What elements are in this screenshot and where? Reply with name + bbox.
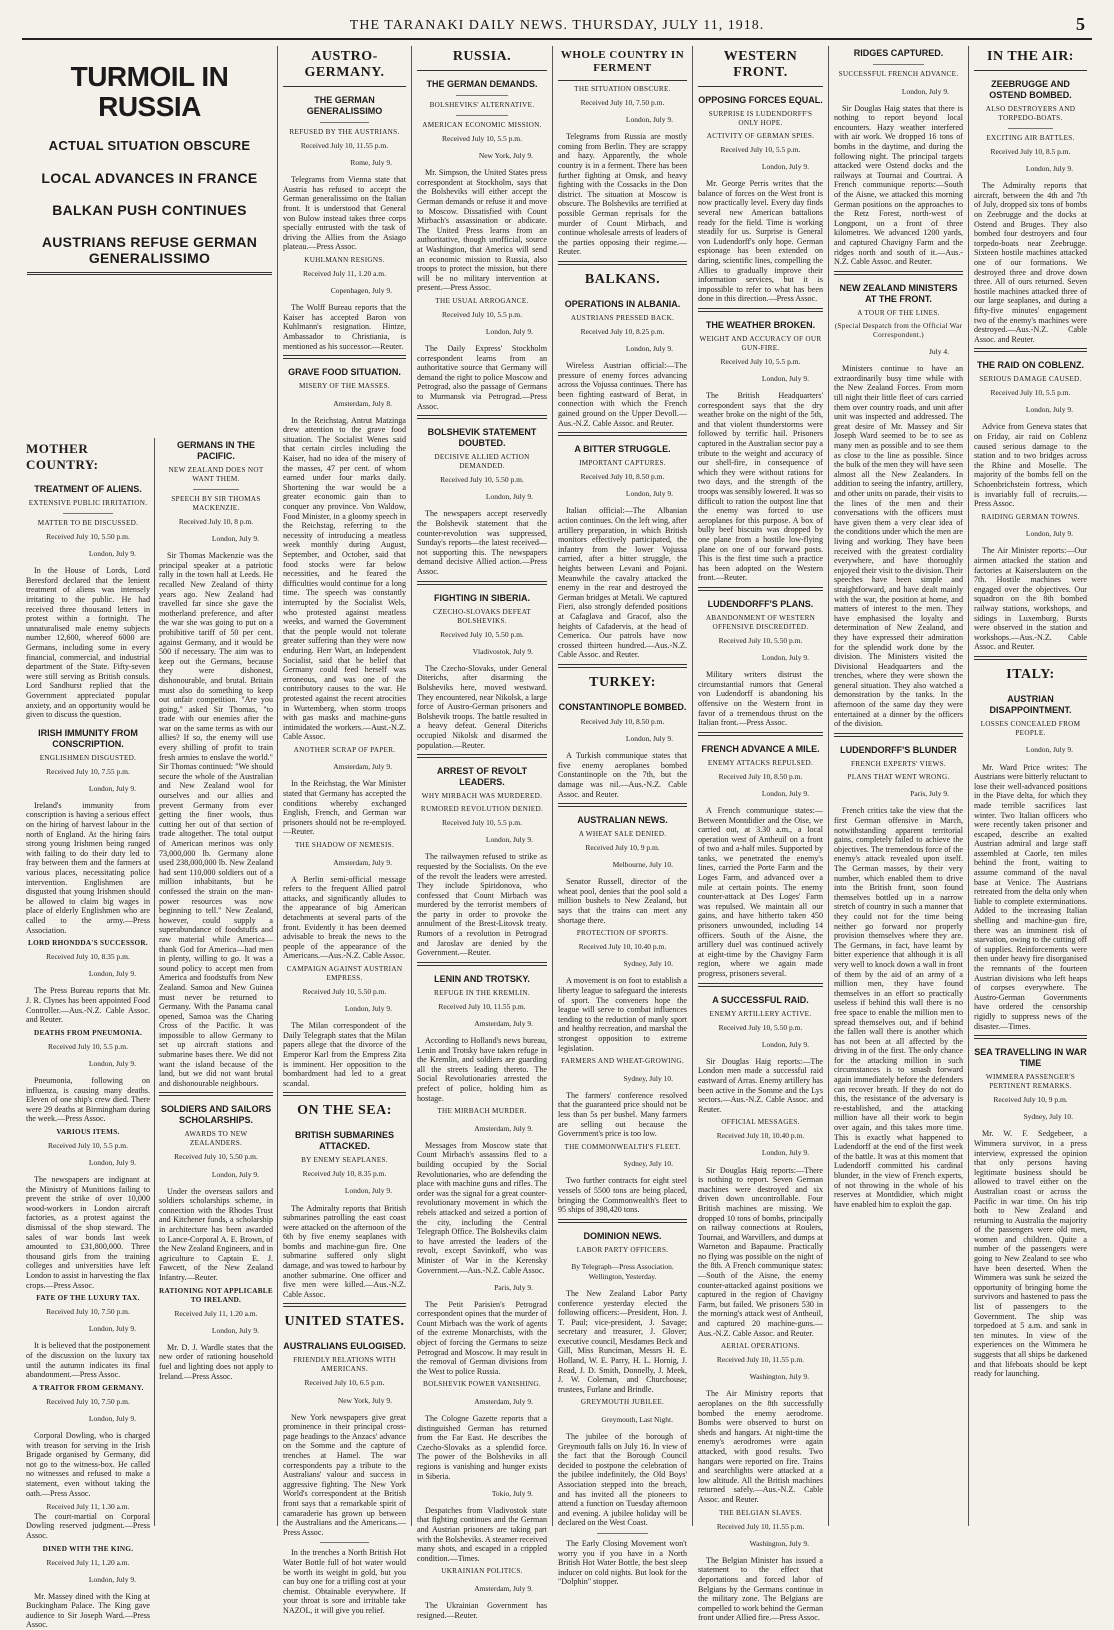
headline-king: DINED WITH THE KING. [42,1544,134,1553]
headline-pneumonia: DEATHS FROM PNEUMONIA. [33,1028,143,1037]
story-various: The newspapers are indignant at the Ministry of Munitions failing to prevent the strike of over 10,000 wood-workers in London aircraft factories, as a protest against the dismissal of the shop steward. The sales of war bonds last week amounted to £31,800,000. Three thousand girls from the training colleges and universities have left London to assist in harvesting the flax crops.—Press Assoc. [26,1175,150,1290]
dek-scrap-paper: ANOTHER SCRAP OF PAPER. [293,745,396,754]
headline-traitor: A TRAITOR FROM GERMANY. [32,1383,144,1392]
column-western-front [692,46,828,1623]
story-ukrainian: The Ukrainian Government has resigned.—Reuter. [417,1600,547,1620]
deck-4: AUSTRIANS REFUSE GERMAN GENERALISSIMO [41,234,258,266]
received-traitor-2: Received July 11, 1.30 a.m. [46,1502,130,1512]
received-irish: Received July 10, 7.55 p.m. [46,766,130,776]
story-siberia: The Czecho-Slovaks, under General Diterichs, after disarming the Bolsheviks here, moved westward. They encountered, near Nikolsk, a large force of Austro-German prisoners and Bolshevik troops. The battle resulted in a heavy defeat. General Diterichs occupied Nikolsk and disarmed the population.—Reuter. [417,663,547,750]
received-albania: Received July 10, 8.25 p.m. [580,326,665,336]
masthead-title: THE TARANAKI DAILY NEWS. THURSDAY, JULY 11, 1918. [349,18,765,33]
headline-bolshevik-doubted: BOLSHEVIK STATEMENT DOUBTED. [427,427,537,449]
headline-zeebrugge: ZEEBRUGGE AND OSTEND BOMBED. [989,79,1072,100]
dateline-arrogance: London, July 9. [485,327,533,336]
dateline-rationing: London, July 9. [211,1325,259,1335]
dateline-sports: Sydney, July 10. [623,959,673,969]
story-paris: The Petit Parisien's Petrograd correspondent opines that the murder of Count Mirbach was the work of agents of the extreme Monarchists, with the object of forcing the Germans to seize Petrograd and Moscow. It may result in the removal of German divisions from the West to police Russia. [417,1299,547,1376]
section-balkans: BALKANS. [584,271,661,287]
received-submarines: Received July 10, 8.35 p.m. [302,1169,387,1179]
story-aliens: In the House of Lords, Lord Beresford declared that the lenient treatment of aliens was intensely irritating to the public. He had received three thousand letters in protest within a fortnight. The unnaturalised male enemy subjects number 12,600, whereof 6000 are Germans, including some in every financial, commercial, and industrial department of the State. Fifty-seven were still serving as British consuls. Lord Sandhurst replied that the Government appreciated popular anxiety, and an opportunity would be given to discuss the question. [26,566,150,720]
headline-lord-rhondda: LORD RHONDDA'S SUCCESSOR. [28,939,148,948]
dateline-aerial: Washington, July 9. [749,1372,809,1382]
dateline-irish: London, July 9. [88,783,136,793]
dateline-siberia: Vladivostok, July 9. [472,646,533,656]
dek-greymouth: GREYMOUTH JUBILEE. [580,1398,665,1407]
dateline-doubted: London, July 9. [485,492,533,502]
story-pacific: Sir Thomas Mackenzie was the principal speaker at a patriotic rally in the town hall at Leeds. He recalled New Zealand of thirty years ago. New Zealand had travelled far since she gave the motherland preference, and after the war she was going to put on a prohibitive tariff of 50 per cent. against Germany, and it would be 500 if necessary. The aim was to keep out the Germans, because they were dishonest, dishonourable, and brutal. Britain must also do something to keep out unfair competition. "Are you going," asked Sir Thomas, "to trade with our enemies after the war on the same terms as with our allies? If so, the enemy will use every shilling of profit to train fresh armies to enslave the world." Sir Thomas continued: "We should secure the whole of the Australian and New Zealand wool for ourselves and our allies and prevent Germany from ever getting the finer wools, thus cutting her out of that section of trade altogether. The total output of American merinos was only 73,000,000 lb. Germany alone used 238,000,000 lb. New Zealand had sent 110,000 soldiers out of a million inhabitants, but he confessed the strain on the man-power resources was now beginning to tell." New Zealand, however, could supply a superabundance of foodstuffs and raw material while America—thank God for America—had men in plenty, willing to go. It was a sound policy to accept men from America and foodstuffs from New Zealand. Samoa and New Guinea must never be returned to Germany. With the Panama canal opened, Samoa was the Charing Cross of the Pacific. It was impossible to allow Germany to set up aircraft stations and submarine bases there. We did not want the island because of the land, but we did not want brutal and dishonourable neighbours. [159,551,273,1088]
dateline-greymouth: Greymouth, Last Night. [601,1414,673,1424]
dateline-paris: Paris, July 9. [494,1282,533,1292]
story-ferment: Telegrams from Russia are mostly coming from Berlin. They are scrappy and hazy. Apparently, the whole country is in a ferment. There has been further fighting at Omsk, and heavy fighting with the Cossacks in the Don district. The situation at Moscow is obscure. The Bolsheviks are terrified at possible German reprisals for the murder of Count Mirbach, and continue wholesale arrests of leaders of the parties opposing their regime.—Reuter. [558,132,687,257]
section-western-front: WESTERN FRONT. [723,49,798,80]
dateline-traitor: London, July 9. [88,1413,136,1423]
story-nemesis: A Berlin semi-official message refers to the frequent Allied patrol attacks, and significantly alludes to the appearance of big American detachments at several parts of the front. Evidently it has been deemed advisable to break the news to the people of the appearance of the Americans.—Aus.-N.Z. Cable Assoc. [283,874,406,961]
received-spies: Received July 10, 5.5 p.m. [720,145,801,154]
story-pneumonia: Pneumonia, following on influenza, is causing many deaths. Eleven of one ship's crew died. There were 29 deaths at Birmingham during the week.—Press Assoc. [26,1075,150,1124]
advertisement-hot-water-bottle: In the trenches a North British Hot Water Bottle full of hot water would be worth its weight in gold, but you can buy one for a trifling cost at your chemist. Obtainable everywhere. If your throat is sore and irritable take NAZOL, it will give you relief. [283,1548,406,1615]
story-wimmera: Mr. W. F. Sedgebeer, a Wimmera survivor, in a press interview, expressed the opinion that only persons having legitimate business should be allowed to travel either on the Australian coast or across the Pacific in war time. On his trip both to New Zealand and returning to Australia the majority of the passengers were old men, women and children. Quite a number of the passengers were going to New Zealand to see who have been deserted. When the Wimmera was sunk he seized the opportunity of bringing home the survivors and hastened to pass the list of passengers to the Government. The ship was torpedoed at 5 a.m. and sank in ten minutes. In view of the experiences on the Wimmera he suggests that all ships be darkened and that lifeboats should be kept ready for launching. [974,1129,1087,1379]
headline-raid: A SUCCESSFUL RAID. [712,994,809,1005]
headline-food: GRAVE FOOD SITUATION. [288,367,401,378]
dek-spies: ACTIVITY OF GERMAN SPIES. [706,132,815,140]
dateline-pneumonia: London, July 9. [88,1058,136,1068]
story-greymouth: The jubilee of the borough of Greymouth falls on July 16. In view of the fact that the Borough Council decided to postpone the celebration of the jubilee indefinitely, the Old Boys' Association stepped into the breach, and has invited all the pioneers to attend a function on Tuesday afternoon and evening. A jubilee holiday will be declared on the West Coast. [558,1432,687,1528]
dateline-raiding: London, July 9. [1025,529,1073,539]
dek-obscure: THE SITUATION OBSCURE. [574,85,671,93]
headline-austrian-disappointment: AUSTRIAN DISAPPOINTMENT. [989,693,1072,715]
received-kremlin: Received July 10, 11.55 p.m. [438,1001,526,1011]
section-turkey: TURKEY: [589,674,656,690]
story-mirbach: Messages from Moscow state that Count Mirbach's assassins fled to a building occupied by the Social Revolutionaries, who are defending the place with machine guns and rifles. The order was the signal for a great counter-revolutionary movement in which the rebels attacked and seized a portion of the city, including the Central Telegraph Office. The Bolsheviks claim to have arrested the leaders of the revolt, except Savinkoff, who was Minister of War in the Kerensky Government.—Aus.-N.Z. Cable Assoc. [417,1140,547,1275]
received-zeebrugge: Received July 10, 8.5 p.m. [990,147,1071,156]
story-sports: A movement is on foot to establish a liberty league to safeguard the interests of sport. The conveners hope the league will serve to combat influences tending to the reduction of manly sport and healthy recreation, and marshal the strongest opposition to extreme legislation. [558,976,687,1053]
dateline-coblenz: London, July 9. [1025,405,1073,415]
dek-wimmera: WIMMERA PASSENGER'S PERTINENT REMARKS. [985,1073,1076,1091]
headline-various: VARIOUS ITEMS. [56,1127,120,1136]
headline-rationing: RATIONING NOT APPLICABLE TO IRELAND. [159,1286,273,1304]
headline-submarines: BRITISH SUBMARINES ATTACKED. [294,1130,394,1152]
section-on-the-sea: ON THE SEA: [297,1103,392,1119]
dek-nemesis: THE SHADOW OF NEMESIS. [294,841,395,850]
lead-divider [27,272,272,275]
story-raiding: The Air Minister reports:—Our airmen attacked the station and factories at Kaiserslautern on the 7th. Hostile machines were engaged over the objectives. Our squadron on the 8th bombed railway stations, workshops, and sidings in Luxemburg. Bursts were observed in the station and workshops.—Aus.-N.Z. Cable Assoc. and Reuter. [974,546,1087,652]
dek-kremlin: REFUGE IN THE KREMLIN. [434,988,530,997]
dek-empress: CAMPAIGN AGAINST AUSTRIAN EMPRESS. [286,964,403,982]
received-mission: Received July 10, 5.5 p.m. [442,134,522,143]
dek-ukrainian: UKRAINIAN POLITICS. [441,1567,523,1576]
dek-experts: FRENCH EXPERTS' VIEWS. [851,759,946,768]
dek-labor: LABOR PARTY OFFICERS. [576,1245,669,1254]
story-struggle: Italian official:—The Albanian action continues. On the left wing, after artillery preparation, in which British monitors effectively participated, the infantry from the lower Vojussa carried, after a bitter struggle, the heights between Levani and Pojani. Meanwhile the cavalry attacked the enemy in the rear and destroyed the German bridges at Metali. We captured Fieri, also strongly defended positions at Cafaglava and Gracof, also the heights of Cafadervis, at the head of Cemerica. Our patrols have now crossed thirteen hundred.—Aus.-N.Z. Cable Assoc. and Reuter. [558,506,687,660]
dateline-kremlin: Amsterdam, July 9. [474,1018,533,1028]
headline-irish: IRISH IMMUNITY FROM CONSCRIPTION. [38,727,138,749]
story-coblenz: Advice from Geneva states that on Friday, air raid on Coblenz caused serious damage to the station and to two bridges across the Rhine and Moselle. The majority of the bombs fell on the Schoenbrichstein fortress, which is invariably full of recruits.—Press Assoc. [974,422,1087,509]
story-mission: Mr. Simpson, the United States press correspondent at Stockholm, says that the Bolsheviks will either accept the German demands or refuse it and move to Moscow. Dissatisfied with Count Mirbach's assassination or abdicate. The United Press learns from an authoritative, though unofficial, source at Washington, that America will send an economic mission to Russia, also troops to protect the mission, but there will be no military intervention at present.—Press Assoc. [417,168,547,293]
story-official: Sir Douglas Haig reports:—There is nothing to report. Seven German machines were destroyed and six driven down uncontrollable. Four British machines are missing. We dropped 10 tons of bombs, principally on railway connections at Roulers, Tournai, and Warvillers, and dumps at Warneton and Bapaume. Practically no flying was possible on the night of the 8th. A French communique states:—South of the Aisne, the enemy counter-attacked against positions we captured in the region of Chavigny Farm, but failed. We prisoners 530 in the morning's attack west of Antheuil, and captured 20 machine-guns.—Aus.-N.Z. Cable Assoc. and Reuter. [698,1165,823,1338]
story-soldiers: Under the overseas sailors and soldiers scholarships scheme, in connection with the Rhodes Trust and Kitchener funds, a scholarship in architecture has been awarded to Lance-Corporal A. E. Brown, of the New Zealand Engineers, and in agriculture to Captain E. J. Fawcett, of the New Zealand Infantry.—Reuter. [159,1186,273,1282]
dateline-ridges: London, July 9. [901,86,949,96]
story-zeebrugge: The Admiralty reports that aircraft, between the 4th and 7th of July, dropped six tons of bombs on Zeebrugge and the docks at Ostend and Bruges. They also bombed four destroyers and four torpedo-boats near Zeebrugge. Sixteen hostile machines attacked one of our formations. We destroyed three and drove down three. All of ours returned. Seven hostile machines attacked three of our large seaplanes, and during a fifty-five minutes' engagement two of the enemy's machines were destroyed.—Aus.-N.Z. Cable Assoc. and Reuter. [974,181,1087,344]
dek-raiding: RAIDING GERMAN TOWNS. [981,512,1080,521]
page-number: 5 [1076,14,1086,34]
dek-decisive: DECISIVE ALLIED ACTION DEMANDED. [434,453,530,471]
story-us: New York newspapers give great prominence in their principal cross-page headings to the Anzacs' advance on the Somme and the capture of trenches at Hamel. The war correspondents pay a tribute to the Australians' valour and success in aggressive fighting. The New York World's correspondent at the British front says that a remarkable spirit of camaraderie has grown up between the Australians and the Americans.—Press Assoc. [283,1412,406,1537]
dek-irish: ENGLISHMEN DISGUSTED. [39,753,137,762]
story-luxury-tax: It is believed that the postponement of the discussion on the luxury tax until the autumn indicates its final abandonment.—Press Assoc. [26,1341,150,1380]
received-aerial: Received July 10, 11.55 p.m. [716,1355,805,1365]
dek-gunfire: WEIGHT AND ACCURACY OF OUR GUN-FIRE. [699,334,822,352]
received-generalissimo: Received July 10, 11.55 p.m. [300,141,389,150]
dek-misery: MISERY OF THE MASSES. [299,382,390,391]
dek-soldiers: AWARDS TO NEW ZEALANDERS. [184,1130,248,1148]
dateline-pacific: London, July 9. [211,534,259,544]
dateline-revolt: London, July 9. [485,835,533,845]
sub-column-pacific [154,438,277,1526]
dateline-struggle: London, July 9. [625,489,673,499]
dek-mirbach-murder: THE MIRBACH MURDER. [437,1107,527,1116]
dateline-ukrainian: Amsterdam, July 9. [474,1583,533,1593]
headline-constantinople: CONSTANTINOPLE BOMBED. [558,701,687,712]
received-rationing: Received July 11, 1.20 a.m. [174,1308,258,1318]
dek-refused: REFUSED BY THE AUSTRIANS. [289,128,400,136]
section-in-the-air: IN THE AIR: [987,49,1074,64]
dateline-spies: London, July 9. [761,162,809,172]
dateline-scrap-paper: Amsterdam, July 9. [333,762,392,772]
dek-successful-french: SUCCESSFUL FRENCH ADVANCE. [838,70,959,78]
headline-forces-equal: OPPOSING FORCES EQUAL. [698,95,823,105]
headline-australian-news: AUSTRALIAN NEWS. [577,815,668,826]
story-ridges: Sir Douglas Haig states that there is nothing to report beyond local encounters. Hazy weather interfered with air work. We dropped 16 tons of bombs in the daytime, and during the following night. The principal targets attacked were Ostend docks and the railways at Tournai and Courtrai. A French communique reports:—South of the Aisne, we attacked this morning German positions on the approaches to the Retz Forest, north-west of Longpont, on a front of three kilometres. We advanced 1200 yards, and captured Chavigny Farm and the ridges north and south of it.—Aus.-N.Z. Cable Assoc. and Reuter. [834,103,963,267]
dek-alternative: BOLSHEVIKS' ALTERNATIVE. [429,101,535,109]
received-official: Received July 10, 10.40 p.m. [716,1131,805,1141]
story-spies: Mr. George Perris writes that the balance of forces on the West front is now practically level. Every day finds several new American battalions ready for the field. Time is working steadily for us. Surprise is General von Ludendorff's only hope. German espionage has been extended on daring, scientific lines, compelling the Allies to gradually improve their information services, but it is impossible to refer to what has been done in this direction.—Press Assoc. [698,179,823,304]
section-austro-germany: AUSTRO-GERMANY. [304,49,385,80]
dateline-weather: London, July 9. [761,374,809,383]
dek-pacific-2: SPEECH BY SIR THOMAS MACKENZIE. [171,495,261,512]
received-pacific: Received July 10, 8 p.m. [178,517,254,526]
dek-aliens-2: MATTER TO BE DISCUSSED. [37,519,139,527]
story-ludendorff: Military writers distrust the circumstantial rumors that General von Ludendorff is abandoning his offensive on the Western front in favor of a tremendous thrust on the Italian front.—Press Assoc. [698,670,823,728]
headline-french-advance: FRENCH ADVANCE A MILE. [701,743,820,754]
dateline-aliens: London, July 9. [88,549,136,559]
headline-aliens: TREATMENT OF ALIENS. [34,484,142,494]
dateline-zeebrugge: London, July 9. [1025,164,1073,174]
deck-2: LOCAL ADVANCES IN FRANCE [41,170,258,186]
headline-german-demands: THE GERMAN DEMANDS. [426,79,538,89]
dateline-mission: New York, July 9. [478,151,533,161]
dek-relations: FRIENDLY RELATIONS WITH AMERICANS. [293,1356,396,1374]
story-empress: The Milan correspondent of the Daily Telegraph states that the Milan papers allege that the divorce of the Emperor Karl from the Empress Zita is imminent. Her opposition to the bombardment had led to a great scandal. [283,1021,406,1088]
story-submarines: The Admiralty reports that British submarines patrolling the east coast were attacked on the afternoon of the 6th by five enemy seaplanes with bombs and machine-gun fire. One submarine suffered only slight damage, and was towed to harbour by another submarine. One officer and five men were killed.—Aus.-N.Z. Cable Assoc. [283,1203,406,1299]
headline-revolt-leaders: ARREST OF REVOLT LEADERS. [436,766,528,788]
deck-1: ACTUAL SITUATION OBSCURE [48,138,251,153]
headline-sea-travelling: SEA TRAVELLING IN WAR TIME [974,1047,1087,1069]
column-in-the-air [968,46,1092,1526]
headline-nz-ministers: NEW ZEALAND MINISTERS AT THE FRONT. [839,282,958,304]
dateline-wimmera: Sydney, July 10. [1023,1112,1073,1122]
received-weather: Received July 10, 5.5 p.m. [720,356,801,366]
story-disappointment: Mr. Ward Price writes: The Austrians were bitterly reluctant to lose their well-advanced positions in the Piave delta, for which they made terrible sacrifices last winter. Two Italian officers who were recently taken prisoner and escaped, describe an exalted Austrian admiral and large staff assembled at Caorle, ten miles behind the front, waiting to assume command of the naval base at Venice. The Austrians retreated from the delta only when liable to complete exterminations. Added to the increasing Italian shelling and machine-gun fire, there was an imminent risk of starvation, owing to the cutting off of supplies. Reinforcements were then under heavy fire disorganised the remnants of the fourteen Austrian divisions who left heaps of corpses everywhere. The Austro-German Governments have ordered the censorship rigidly to suppress news of the disaster.—Times. [974,762,1087,1031]
dek-losses: LOSSES CONCEALED FROM PEOPLE. [980,719,1081,737]
headline-lenin-trotsky: LENIN AND TROTSKY. [434,973,530,984]
dek-economic-mission: AMERICAN ECONOMIC MISSION. [422,121,542,129]
dek-air-battles: EXCITING AIR BATTLES. [986,134,1075,142]
received-wheat: Received July 10, 9 p.m. [585,843,660,853]
dek-plans: PLANS THAT WENT WRONG. [847,772,950,781]
dek-abandonment: ABANDONMENT OF WESTERN OFFENSIVE DISCREDITED. [705,613,816,631]
dateline-labor: By Telegraph—Press Association. Wellington, Yesterday. [571,1262,674,1281]
column-russia [411,46,552,1620]
received-french-advance: Received July 10, 8.50 p.m. [718,771,803,781]
dateline-blunder: Paris, July 9. [910,789,949,799]
dek-belgian: THE BELGIAN SLAVES. [719,1508,802,1517]
column-ferment [552,46,692,1587]
dateline-kuhlmann: Copenhagen, July 9. [330,286,392,296]
story-aerial: The Air Ministry reports that aeroplanes on the 8th successfully bombed the enemy aerodrome. Bombs were observed to burst on sheds and hangars. At night-time the enemy's aerodromes were again attacked, with good results. Two hangars were reported on fire. Trains and searchlights were attacked at a low altitude. All the British machines returned safely.—Aus.-N.Z. Cable Assoc. and Reuter. [698,1389,823,1504]
received-soldiers: Received July 10, 5.50 p.m. [174,1152,258,1162]
dek-surprise: SURPRISE IS LUDENDORFF'S ONLY HOPE. [708,110,813,127]
received-ferment: Received July 10, 7.50 p.m. [580,98,665,107]
dek-rumored: RUMORED REVOLUTION DENIED. [420,805,544,814]
dek-aerial: AERIAL OPERATIONS. [720,1342,800,1351]
dateline-disappointment: London, July 9. [1025,745,1073,755]
dek-destroyers: ALSO DESTROYERS AND TORPEDO-BOATS. [985,105,1076,122]
dateline-king: London, July 9. [88,1574,136,1584]
received-coblenz: Received July 10, 5.5 p.m. [990,388,1071,398]
received-various: Received July 10, 5.5 p.m. [48,1140,128,1150]
headline-australians: AUSTRALIANS EULOGISED. [283,1341,406,1352]
story-raid: Sir Douglas Haig reports:—The London men made a successful raid eastward of Arras. Enemy artillery has been active in the Somme and the Lys sectors.—Aus.-N.Z. Cable Assoc. and Reuter. [698,1056,823,1114]
dateline-mirbach: Amsterdam, July 9. [474,1123,533,1133]
dateline-soldiers: London, July 9. [211,1169,259,1179]
received-constantinople: Received July 10, 8.50 p.m. [580,716,665,726]
story-arrogance: The Daily Express' Stockholm correspondent learns from an authoritative source that Germany will demand the right to police Moscow and Petrograd, also the passage of Germans to Murmansk via Petrograd.—Press Assoc. [417,344,547,411]
dek-repulsed: ENEMY ATTACKS REPULSED. [707,758,814,767]
story-rationing: Mr. D. J. Wardle states that the new order of rationing household fuel and lighting does not apply to Ireland.—Press Assoc. [159,1342,273,1381]
story-fleet: Two further contracts for eight steel vessels of 5500 tons are being placed, bringing the Commonwealth's fleet to 95 ships of 398,420 tons. [558,1176,687,1215]
story-constantinople: A Turkish communique states that five enemy aeroplanes bombed Constantinople on the 7th, but the damage was nil.—Aus.-N.Z. Cable Assoc. and Reuter. [558,751,687,799]
story-labor: The New Zealand Labor Party conference yesterday elected the following officers:—President, Hon. J. T. Paul; vice-president, J. Savage; secretary and treasurer, J. Glover; executive council, Mesdames Beck and Gill, Miss Runciman, Messrs H. E. Holland, W. E. Parry, H. L. Hornig, J. Read, J. D. Smith, Donnelly, J. Meek, J. W. Coleman, and Churchouse; trustees, Furlane and Brindle. [558,1288,687,1394]
received-wimmera: Received July 10, 9 p.m. [993,1095,1068,1105]
story-food: In the Reichstag, Antrut Matzinga drew attention to the grave food situation. The Socialist Wenes said that certain circles including the Kaiser, had no idea of the misery of the masses, 47 per cent. of whom earned under four marks daily. Shortening the war would be a greater economic gain than to conquer any province. Von Waldow, Food Minister, in a gloomy speech in the Reichstag, referring to the necessity of introducing a meatless week monthly during August, September, and October, said that food stocks were far below necessities, and he feared the difficulties would continue for a long time. The speech was constantly interrupted by the Socialist Wels, who protested against meatless weeks, and warned the Government that the people would not tolerate greater suffering than they were now enduring. Herr Wart, an Independent Socialist, said that he belief that Germany could feed herself was erroneous, and was one of the contributory causes to the war. He protested against the recent atrocities in Wurtemberg, when storm troops with gas masks and machine-guns intimidated the workers.—Aust.-N.Z. Cable Assoc. [283,415,406,742]
dateline-empress: London, July 9. [344,1004,392,1014]
headline-siberia: FIGHTING IN SIBERIA. [433,592,530,603]
deck-3: BALKAN PUSH CONTINUES [52,202,247,218]
story-generalissimo: Telegrams from Vienna state that Austria has refused to accept the German generalissimo on the Italian front. It is understood that General von Bulow instead takes three corps specially entrusted with the task of driving the Allies from the Asiago plateau.—Press Assoc. [283,175,406,252]
headline-soldiers: SOLDIERS AND SAILORS SCHOLARSHIPS. [160,1104,272,1126]
lead-column [22,46,277,1630]
headline-weather: THE WEATHER BROKEN. [705,319,816,330]
received-ludendorff: Received July 10, 5.50 p.m. [718,635,803,645]
dateline-farmers: Sydney, July 10. [623,1073,673,1083]
dateline-submarines: London, July 9. [344,1186,392,1196]
dateline-wheat: Melbourne, July 10. [612,860,673,870]
story-weather: The British Headquarters' correspondent says that the dry weather broke on the night of the 5th, and that violent thunderstorms were followed by terrific hail. Prisoners captured in the Australian sector pay a tribute to the weight and accuracy of our shell-fire, in consequence of which they were without rations for two days, and the strength of the troops was sensibly lowered. It was so difficult to ration the outpost line that the enemy was forced to use aeroplanes for this purpose. A box of bully beef biscuits was dropped by one plane from a hostile low-flying plane on one of our forward posts. This is the first time such a practice has been adopted on the Western front.—Reuter. [698,391,823,583]
dek-pacific: NEW ZEALAND DOES NOT WANT THEM. [168,466,264,483]
headline-bitter-struggle: A BITTER STRUGGLE. [574,444,671,455]
main-headline: TURMOIL IN RUSSIA [70,61,229,122]
headline-generalissimo: THE GERMAN GENERALISSIMO [306,95,383,116]
sub-column-mother-country [22,438,154,1630]
dateline-fleet: Sydney, July 10. [623,1159,673,1169]
received-sports: Received July 10, 10.40 p.m. [578,942,667,952]
advertisement-early-closing: The Early Closing Movement won't worry you if you have in a North British Hot Water Bottle, the best sleep inducer on cold nights. But look for the "Dolphin" stopper. [558,1538,687,1587]
dateline-generalissimo: Rome, July 9. [350,158,392,168]
dateline-ferment: London, July 9. [625,115,673,125]
received-king: Received July 11, 1.20 a.m. [46,1557,130,1567]
dek-farmers: FARMERS AND WHEAT-GROWING. [561,1057,684,1066]
received-revolt: Received July 10, 5.5 p.m. [442,818,522,828]
dek-special: (Special Despatch from the Official War Correspondent.) [834,321,963,339]
dek-tour: A TOUR OF THE LINES. [857,308,940,317]
masthead [22,14,1092,40]
story-doubted: The newspapers accept reservedly the Bolshevik statement that the counter-revolution was suppressed, Sunday's reports—the latest received—not supporting this. The newspapers demand decisive Allied action.—Press Assoc. [417,509,547,576]
dateline-various: London, July 9. [88,1158,136,1167]
dateline-lord-rhondda: London, July 9. [88,969,136,979]
headline-pacific: GERMANS IN THE PACIFIC. [176,440,255,461]
headline-ridges: RIDGES CAPTURED. [853,48,944,58]
story-kremlin: According to Holland's news bureau, Lenin and Trotsky have taken refuge in the Kremlin, and soldiers are guarding all the streets leading thereto. The Social Revolutionaries arrested the prefect of police, holding him as hostage. [417,1036,547,1103]
received-us: Received July 10, 6.5 p.m. [304,1378,385,1388]
headline-coblenz: THE RAID ON COBLENZ. [977,360,1084,371]
dateline-nemesis: Amsterdam, July 9. [333,857,392,867]
headline-dominion: DOMINION NEWS. [583,1230,662,1241]
story-ministers: Ministers continue to have an extraordinarily busy time while with the New Zealand Forces. From morn till night their little fleet of cars carried them over country roads, and unit after unit was inspected and addressed. The great desire of Mr. Massey and Sir Joseph Ward seemed to be to see as many men as possible and to see them as close to the line as possible. Since the bulk of the men they will have seen almost all the New Zealanders. In addition to seeing the infantry, artillery, and other units on parade, their visits to the lines of the men and their conversations with the officers must have given them a very clear idea of the conditions under which the men are living and working. They have been received with the greatest cordiality everywhere, and have thoroughly enjoyed their visit to the division. Their speeches have been simple and straightforward, and have dealt mainly with the war, the position at home, and matters of interest to the men. They have emphasised the loyalty and determination of New Zealand, and they have expressed their admiration for the splendid work done by the division. The Ministers visited the Divisional Headquarters and the trenches, where they were shown the general situation. They also watched a demonstration by the tanks. In the afternoon of the same day they were entertained at a dinner by the officers of the division. [834,364,963,729]
received-luxury-tax: Received July 10, 7.50 p.m. [46,1307,130,1317]
received-pneumonia: Received July 10, 5.5 p.m. [48,1041,128,1051]
headline-luxury-tax: FATE OF THE LUXURY TAX. [36,1294,140,1303]
dateline-raid: London, July 9. [761,1039,809,1049]
received-siberia: Received July 10, 5.50 p.m. [440,629,524,639]
dek-official: OFFICIAL MESSAGES. [721,1118,800,1127]
dateline-french-advance: London, July 9. [761,788,809,798]
dateline-albania: London, July 9. [625,344,673,353]
story-kuhlmann: The Wolff Bureau reports that the Kaiser has accepted Baron von Kuhlmann's resignation. Hintze, Ambassador to Christiania, is mentioned as his successor.—Reuter. [283,303,406,351]
received-doubted: Received July 10, 5.50 p.m. [440,475,524,485]
dateline-constantinople: London, July 9. [625,734,673,744]
dek-wheat: A WHEAT SALE DENIED. [578,830,667,839]
story-french-advance: A French communique states:—Between Montdidier and the Oise, we carried out, at 3.30 a.m., a local operation west of Antheuil on a front of two and a-half miles. Supported by tanks, we penetrated the enemy's lines, carried the Porte Farm and the Loges Farm, and advanced over a mile at certain points. The enemy counter-attack at Des Loges' Farm was repulsed. We maintain all our gains, and have hitherto taken 450 prisoners unwounded, including 14 officers. South of the Aisne, the artillery duel was continued actively at eight-time by the Chavigny Farm region, where we again made progress, prisoners several. [698,805,823,978]
dateline-belgian: Washington, July 9. [749,1538,809,1548]
received-traitor: Received July 10, 7.50 p.m. [46,1396,130,1406]
dek-damage: SERIOUS DAMAGE CAUSED. [979,375,1082,384]
story-albania: Wireless Austrian official:—The pressure of enemy forces advancing across the Vojussa continues. There has been fighting eastward of Berat, in connection with which the French gained ground on the Upper Devoll.—Aus.-N.Z. Cable Assoc. and Reuter. [558,361,687,428]
dateline-tokio: Tokio, July 9. [491,1488,533,1498]
section-ferment: WHOLE COUNTRY IN FERMENT [560,49,685,74]
story-irish: Ireland's immunity from conscription is having a serious effect on the hiring of harvest labour in the north of England. At the hiring fairs strong young Irishmen being ranged with failing to do their duty led to fray between them and the farmers at various places, necessitating police intervention. Englishmen are disgusted that young Irishmen should be allowed to claim big wages in place of elderly Englishmen who are called to the army.—Press Association. [26,800,150,935]
story-farmers: The farmers' conference resolved that the guaranteed price should not be less than 5s per bushel. Many farmers are selling out because the Government's price is too low. [558,1090,687,1139]
story-lord-rhondda: The Press Bureau reports that Mr. J. R. Clynes has been appointed Food Controller.—Aus.-N.Z. Cable Assoc. and Reuter. [26,986,150,1025]
dek-artillery: ENEMY ARTILLERY ACTIVE. [709,1009,812,1018]
received-struggle: Received July 10, 8.50 p.m. [580,472,665,482]
headline-ludendorff-plans: LUDENDORFF'S PLANS. [707,598,814,609]
received-kuhlmann: Received July 11, 1.20 a.m. [302,268,387,278]
dek-pressed-back: AUSTRIANS PRESSED BACK. [570,313,675,322]
section-russia: RUSSIA. [452,49,512,64]
story-vanishing: The Cologne Gazette reports that a distinguished German has returned from the Far East. He describes the Czecho-Slovaks as a splendid force. The power of the Bolsheviks in all regions is vanishing and hunger exists in Siberia. [417,1414,547,1481]
section-italy: ITALY: [1006,666,1055,682]
dek-captures: IMPORTANT CAPTURES. [579,459,666,468]
dek-vanishing: BOLSHEVIK POWER VANISHING. [423,1380,541,1389]
story-scrap-paper: In the Reichstag, the War Minister stated that Germany has accepted the conditions whereby exchanged English, French, and German war prisoners should not be re-employed.—Reuter. [283,779,406,837]
story-king: Mr. Massey dined with the King at Buckingham Palace. The King gave audience to Sir Joseph Ward.—Press Assoc. [26,1591,150,1630]
received-belgian: Received July 10, 11.55 p.m. [716,1521,805,1531]
received-empress: Received July 10, 5.50 p.m. [302,986,387,996]
dateline-us: New York, July 9. [337,1395,392,1405]
received-raid: Received July 10, 5.50 p.m. [718,1022,803,1032]
column-austro-germany [277,46,411,1615]
story-belgian: The Belgian Minister has issued a statement to the effect that deportations and forced labor of Belgians by the Germans continue in the military zone. The Belgians are compelled to work behind the German front under Allied fire.—Press Assoc. [698,1555,823,1623]
dateline-vanishing: Amsterdam, July 9. [474,1396,533,1406]
section-mother-country: MOTHER COUNTRY: [26,441,99,472]
dek-kuhlmann: KUHLMANN RESIGNS. [304,255,385,264]
dek-aliens-1: EXTENSIVE PUBLIC IRRITATION. [28,499,148,507]
dateline-food: Amsterdam, July 8. [333,398,392,408]
dateline-ministers: July 4. [928,347,949,357]
column-ridges [828,46,968,1526]
story-tokio: Despatches from Vladivostok state that fighting continues and the German and Austrian prisoners are taking part with the Bolsheviks. A steamer received many shots, and escaped in a crippled condition.—Times. [417,1505,547,1563]
story-wheat: Senator Russell, director of the wheat pool, denies that the pool sold a million bushels to New Zealand, but says that the trains can meet any shortage there. [558,877,687,925]
story-traitor: Corporal Dowling, who is charged with treason for serving in the Irish Brigade organised by Germany, did not go to the witness-box. He called no witnesses and refused to make a statement, even without taking the oath.—Press Assoc. [26,1430,150,1498]
dek-mirbach-why: WHY MIRBACH WAS MURDERED. [421,792,543,801]
headline-ludendorff-blunder: LUDENDORFF'S BLUNDER [840,744,957,755]
received-arrogance: Received July 10, 5.5 p.m. [442,309,522,319]
story-revolt: The railwaymen refused to strike as requested by the Socialists. On the eve of the revolt the leaders were arrested. They include Spiridonova, who confessed that Count Mirbach was murdered by the terrorist members of the party in order to provoke the annulment of the Brest-Litovsk treaty. Rumors of a revolution in Petrograd and Jaroslav are denied by the Government.—Reuter. [417,852,547,958]
received-aliens: Received July 10, 5.50 p.m. [46,532,130,541]
headline-albania: OPERATIONS IN ALBANIA. [564,298,681,309]
dek-sports: PROTECTION OF SPORTS. [576,929,669,938]
dateline-official: London, July 9. [761,1148,809,1158]
dek-fleet: THE COMMONWEALTH'S FLEET. [564,1142,681,1151]
dek-seaplanes: BY ENEMY SEAPLANES. [301,1156,388,1165]
story-traitor-2: The court-martial on Corporal Dowling reserved judgment.—Press Assoc. [26,1511,150,1540]
dateline-luxury-tax: London, July 9. [88,1324,136,1334]
dateline-ludendorff: London, July 9. [761,653,809,663]
section-united-states: UNITED STATES. [284,1314,405,1330]
dek-arrogance: THE USUAL ARROGANCE. [435,296,529,305]
story-blunder: French critics take the view that the first German offensive in March, notwithstanding apparent territorial gains, completely failed to achieve the objectives. The tremendous force of the enemy's attack revealed upon itself. The German masses, by their very number, which enabled them to drive into the British front, soon found themselves bottled up in a narrow stretch of country in such a manner that they could not for the time being neither go forward nor properly provision themselves where they are. The Germans, in fact, have learnt by bitter experience that although it is all very well to knock down a wall in front of them by the aid of an army of a million men, they have found themselves in an effort so practically useless if behind this wall there is no free space to enable the million men to spread themselves out, and if behind the fallen wall there is another which has not been at all affected by the driving in of the first. The only chance for the attacking million in such circumstances is to smash forward again immediately before the defenders can recover breath. If they do not do this, the resistance of the adversary is re-established, and the attacking million have all their work to begin over again, and this takes more time. This is exactly what happened to Ludendorff at the end of the first week of the battle. It was at this moment that Ludendorff committed his cardinal blunder, in the view of French experts, of not throwing in the whole of his reserves at Montdidier, which might have enabled him to exploit the gap. [834,806,963,1209]
received-lord-rhondda: Received July 10, 8.35 p.m. [46,952,130,962]
dek-czecho: CZECHO-SLOVAKS DEFEAT BOLSHEVIKS. [432,607,532,625]
